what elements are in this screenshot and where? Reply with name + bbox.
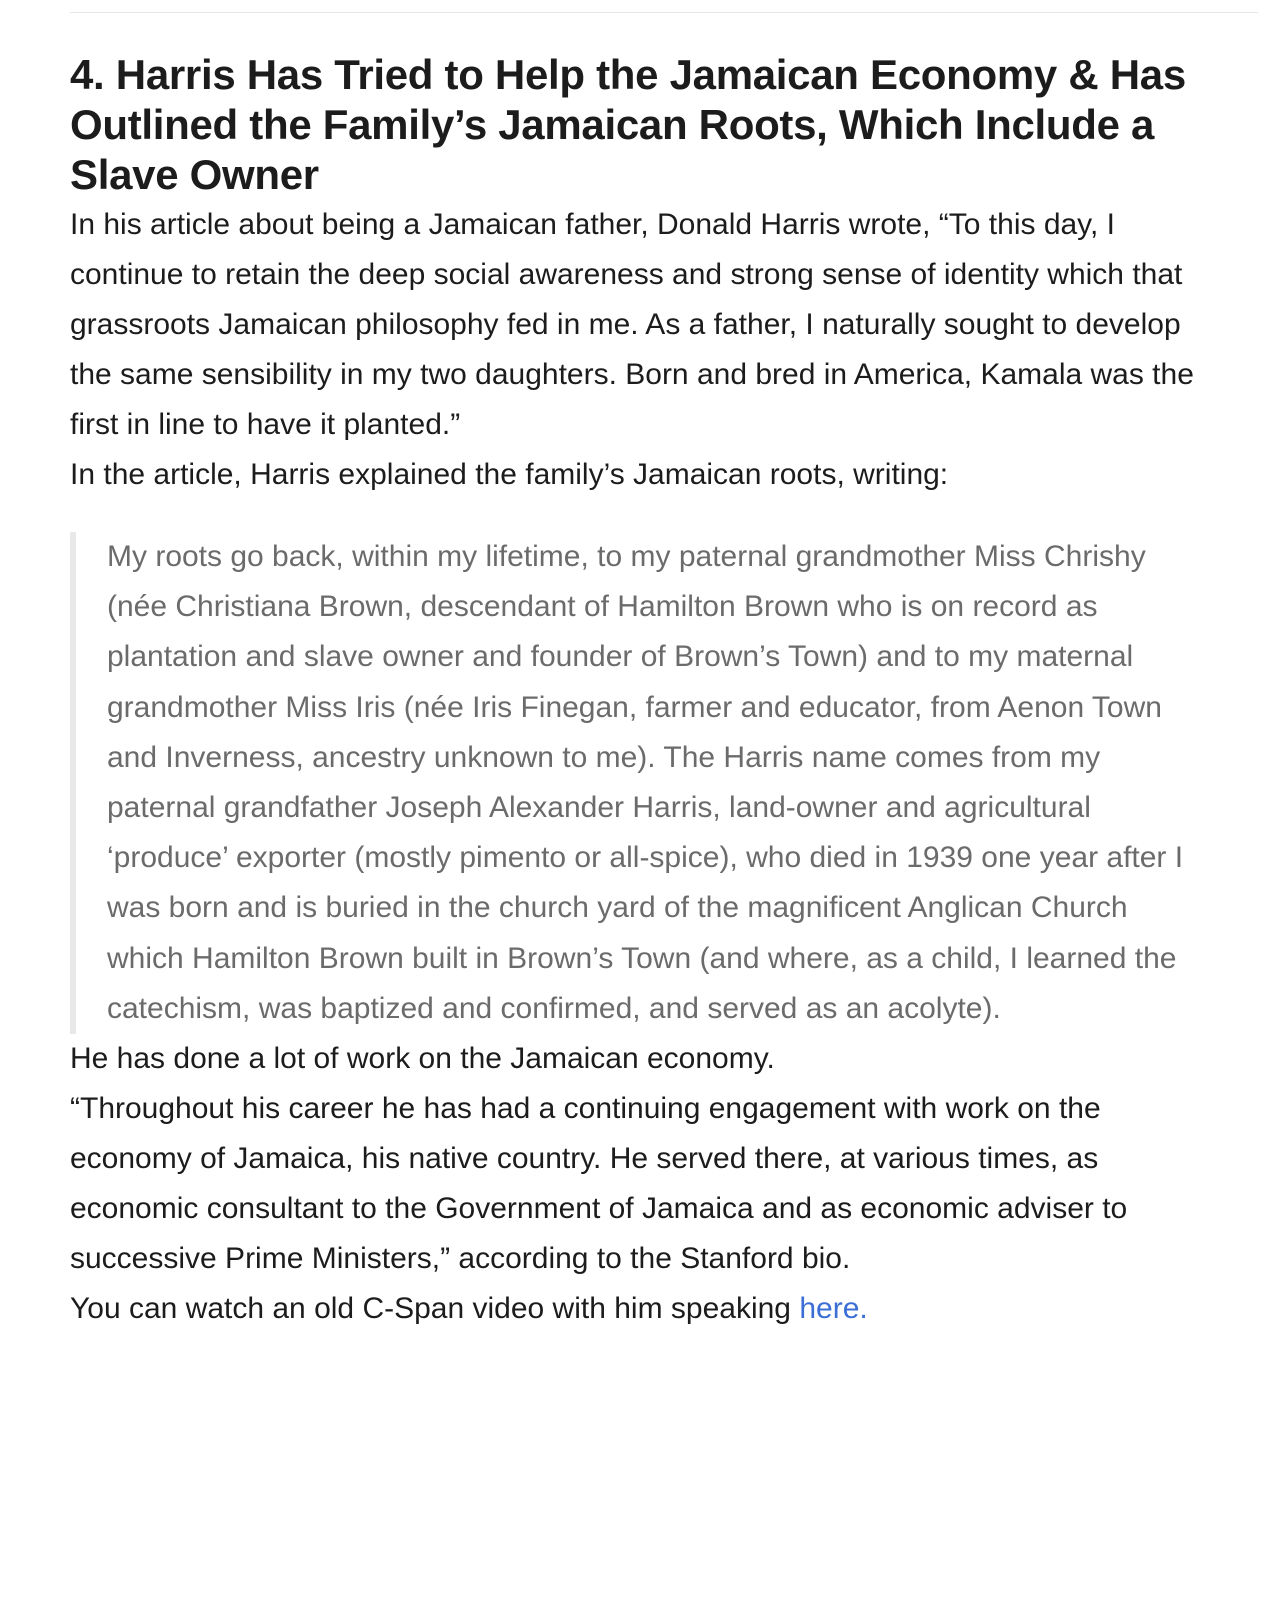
paragraph-cspan-video [70, 1284, 1210, 1334]
top-divider [70, 12, 1258, 13]
paragraph-economy-work: He has done a lot of work on the Jamaican economy. [70, 1042, 775, 1076]
blockquote-family-roots [70, 532, 1211, 1034]
cspan-text: You can watch an old C-Span video with him speaking [70, 1292, 800, 1326]
article-body [70, 50, 1210, 1334]
blockquote-text: My roots go back, within my lifetime, to my paternal grandmother Miss Chrishy (née Christiana Brown, descendant of Hamilton Brown who is on record as plantation and slave owner and founder of Brown’s Town) and to my maternal grandmother Miss Iris (née Iris Finegan, farmer and educator, from Aenon Town and Inverness, ancestry unknown to me). The Harris name comes from my paternal grandfather Joseph Alexander Harris, land-owner and agricultural ‘produce’ exporter (mostly pimento or all-spice), who died in 1939 one year after I was born and is buried in the church yard of the magnificent Anglican Church which Hamilton Brown built in Brown’s Town (and where, as a child, I learned the catechism, was baptized and confirmed, and served as an acolyte). [107, 540, 1184, 1025]
section-heading: 4. Harris Has Tried to Help the Jamaican Economy & Has Outlined the Family’s Jamaican Roots, Which Include a Slave Owner [70, 51, 1186, 198]
paragraph-roots-intro: In the article, Harris explained the family’s Jamaican roots, writing: [70, 458, 949, 491]
paragraph-stanford-bio: “Throughout his career he has had a continuing engagement with work on the economy of Jamaica, his native country. He served there, at various times, as economic consultant to the Government of Jamaica and as economic adviser to successive Prime Ministers,” according to the Stanford bio. [70, 1092, 1128, 1276]
paragraph-father-quote: In his article about being a Jamaican father, Donald Harris wrote, “To this day, I continue to retain the deep social awareness and strong sense of identity which that grassroots Jamaican philosophy fed in me. As a father, I naturally sought to develop the same sensibility in my two daughters. Born and bred in America, Kamala was the first in line to have it planted.” [70, 208, 1194, 441]
cspan-video-link[interactable]: here. [799, 1292, 868, 1326]
